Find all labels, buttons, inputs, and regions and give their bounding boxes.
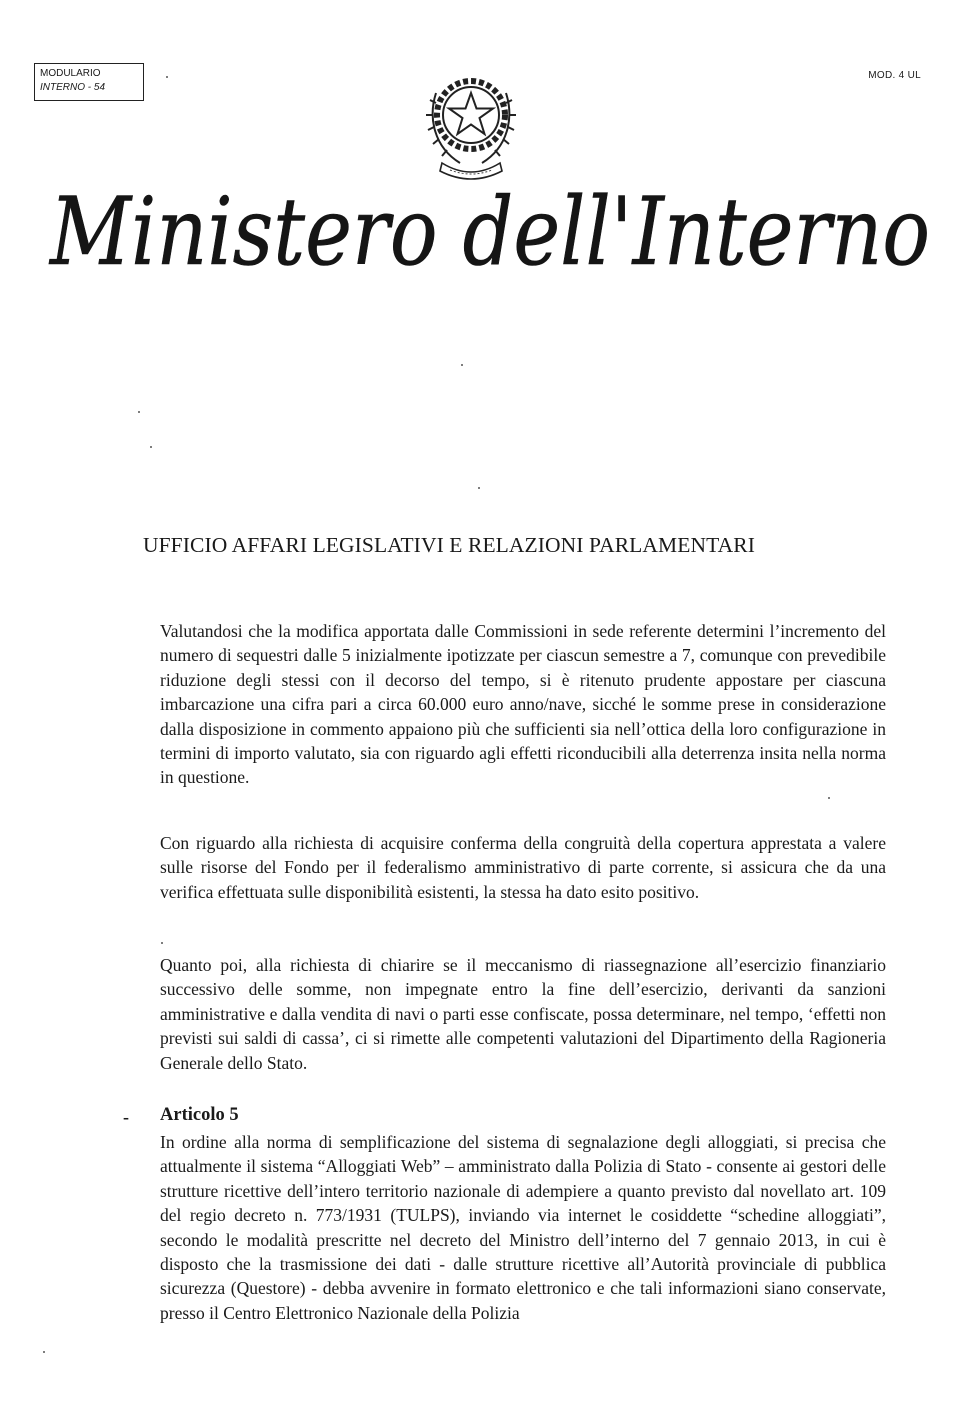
scan-speck [478, 487, 480, 489]
article-paragraph: In ordine alla norma di semplificazione del sistema di segnalazione degli alloggiati, si precisa che attualmente il sistema “Alloggiati Web” – amministrato dalla Polizia di Stato - consente ai gestori delle strutture ricettive dell’intero territorio nazionale di adempiere a quanto previsto dal novellato art. 109 del regio decreto n. 773/1931 (TULPS), inviando via internet le cosiddette “schedine alloggiati”, secondo le modalità prescritte nel decreto del Ministro dell’interno del 7 gennaio 2013, in cui è disposto che la trasmissione dei dati - dalle strutture ricettive all’Autorità provinciale di pubblica sicurezza (Questore) - debba avvenire in formato elettronico e che tali informazioni siano conservate, presso il Centro Elettronico Nazionale della Polizia [160, 1132, 886, 1323]
scan-speck [828, 797, 830, 799]
paragraph-1: Valutandosi che la modifica apportata dalle Commissioni in sede referente determini l’incremento del numero di sequestri dalle 5 inizialmente ipotizzate per ciascun semestre a 7, comunque con prevedibile riduzione degli stessi con il decorso del tempo, si è ritenuto prudente appostare per ciascuna imbarcazione una cifra pari a circa 60.000 euro anno/nave, sicché le somme prese in considerazione dalla disposizione in commento appaiono più che sufficienti sia nell’ottica della loro configurazione in termini di importo valutato, sia con riguardo agli effetti riconducibili alla deterrenza insita nella norma in questione. [160, 621, 886, 788]
scan-speck [166, 76, 168, 78]
paragraph-2: Con riguardo alla richiesta di acquisire conferma della congruità della copertura apprestata a valere sulle risorse del Fondo per il federalismo amministrativo di parte corrente, si assicura che da una verifica effettuata sulle disponibilità esistenti, la stessa ha dato esito positivo. [160, 833, 886, 902]
list-bullet: - [123, 1107, 129, 1127]
ministry-title [40, 168, 940, 288]
form-code-line1: MODULARIO [40, 68, 101, 79]
article-heading: Articolo 5 [160, 1105, 239, 1125]
scan-speck [43, 1351, 45, 1353]
ministry-title-text: Ministero dell'Interno [48, 178, 930, 287]
form-code-box [34, 63, 144, 101]
scan-speck [150, 446, 152, 448]
scan-speck [138, 411, 140, 413]
italian-republic-emblem-icon [420, 63, 522, 181]
scan-speck [161, 942, 163, 944]
form-code-line2: INTERNO - 54 [40, 82, 106, 93]
office-title: UFFICIO AFFARI LEGISLATIVI E RELAZIONI PARLAMENTARI [143, 533, 755, 557]
mod-code: MOD. 4 UL [868, 70, 921, 81]
paragraph-3: Quanto poi, alla richiesta di chiarire se il meccanismo di riassegnazione all’esercizio finanziario successivo delle somme, non impegnate entro la fine dell’esercizio, derivanti da sanzioni amministrative e dalla vendita di navi o parti esse confiscate, possa determinare, nel tempo, ‘effetti non previsti sui saldi di cassa’, ci si rimette alle competenti valutazioni del Dipartimento della Ragioneria Generale dello Stato. [160, 955, 886, 1073]
scan-speck [461, 364, 463, 366]
